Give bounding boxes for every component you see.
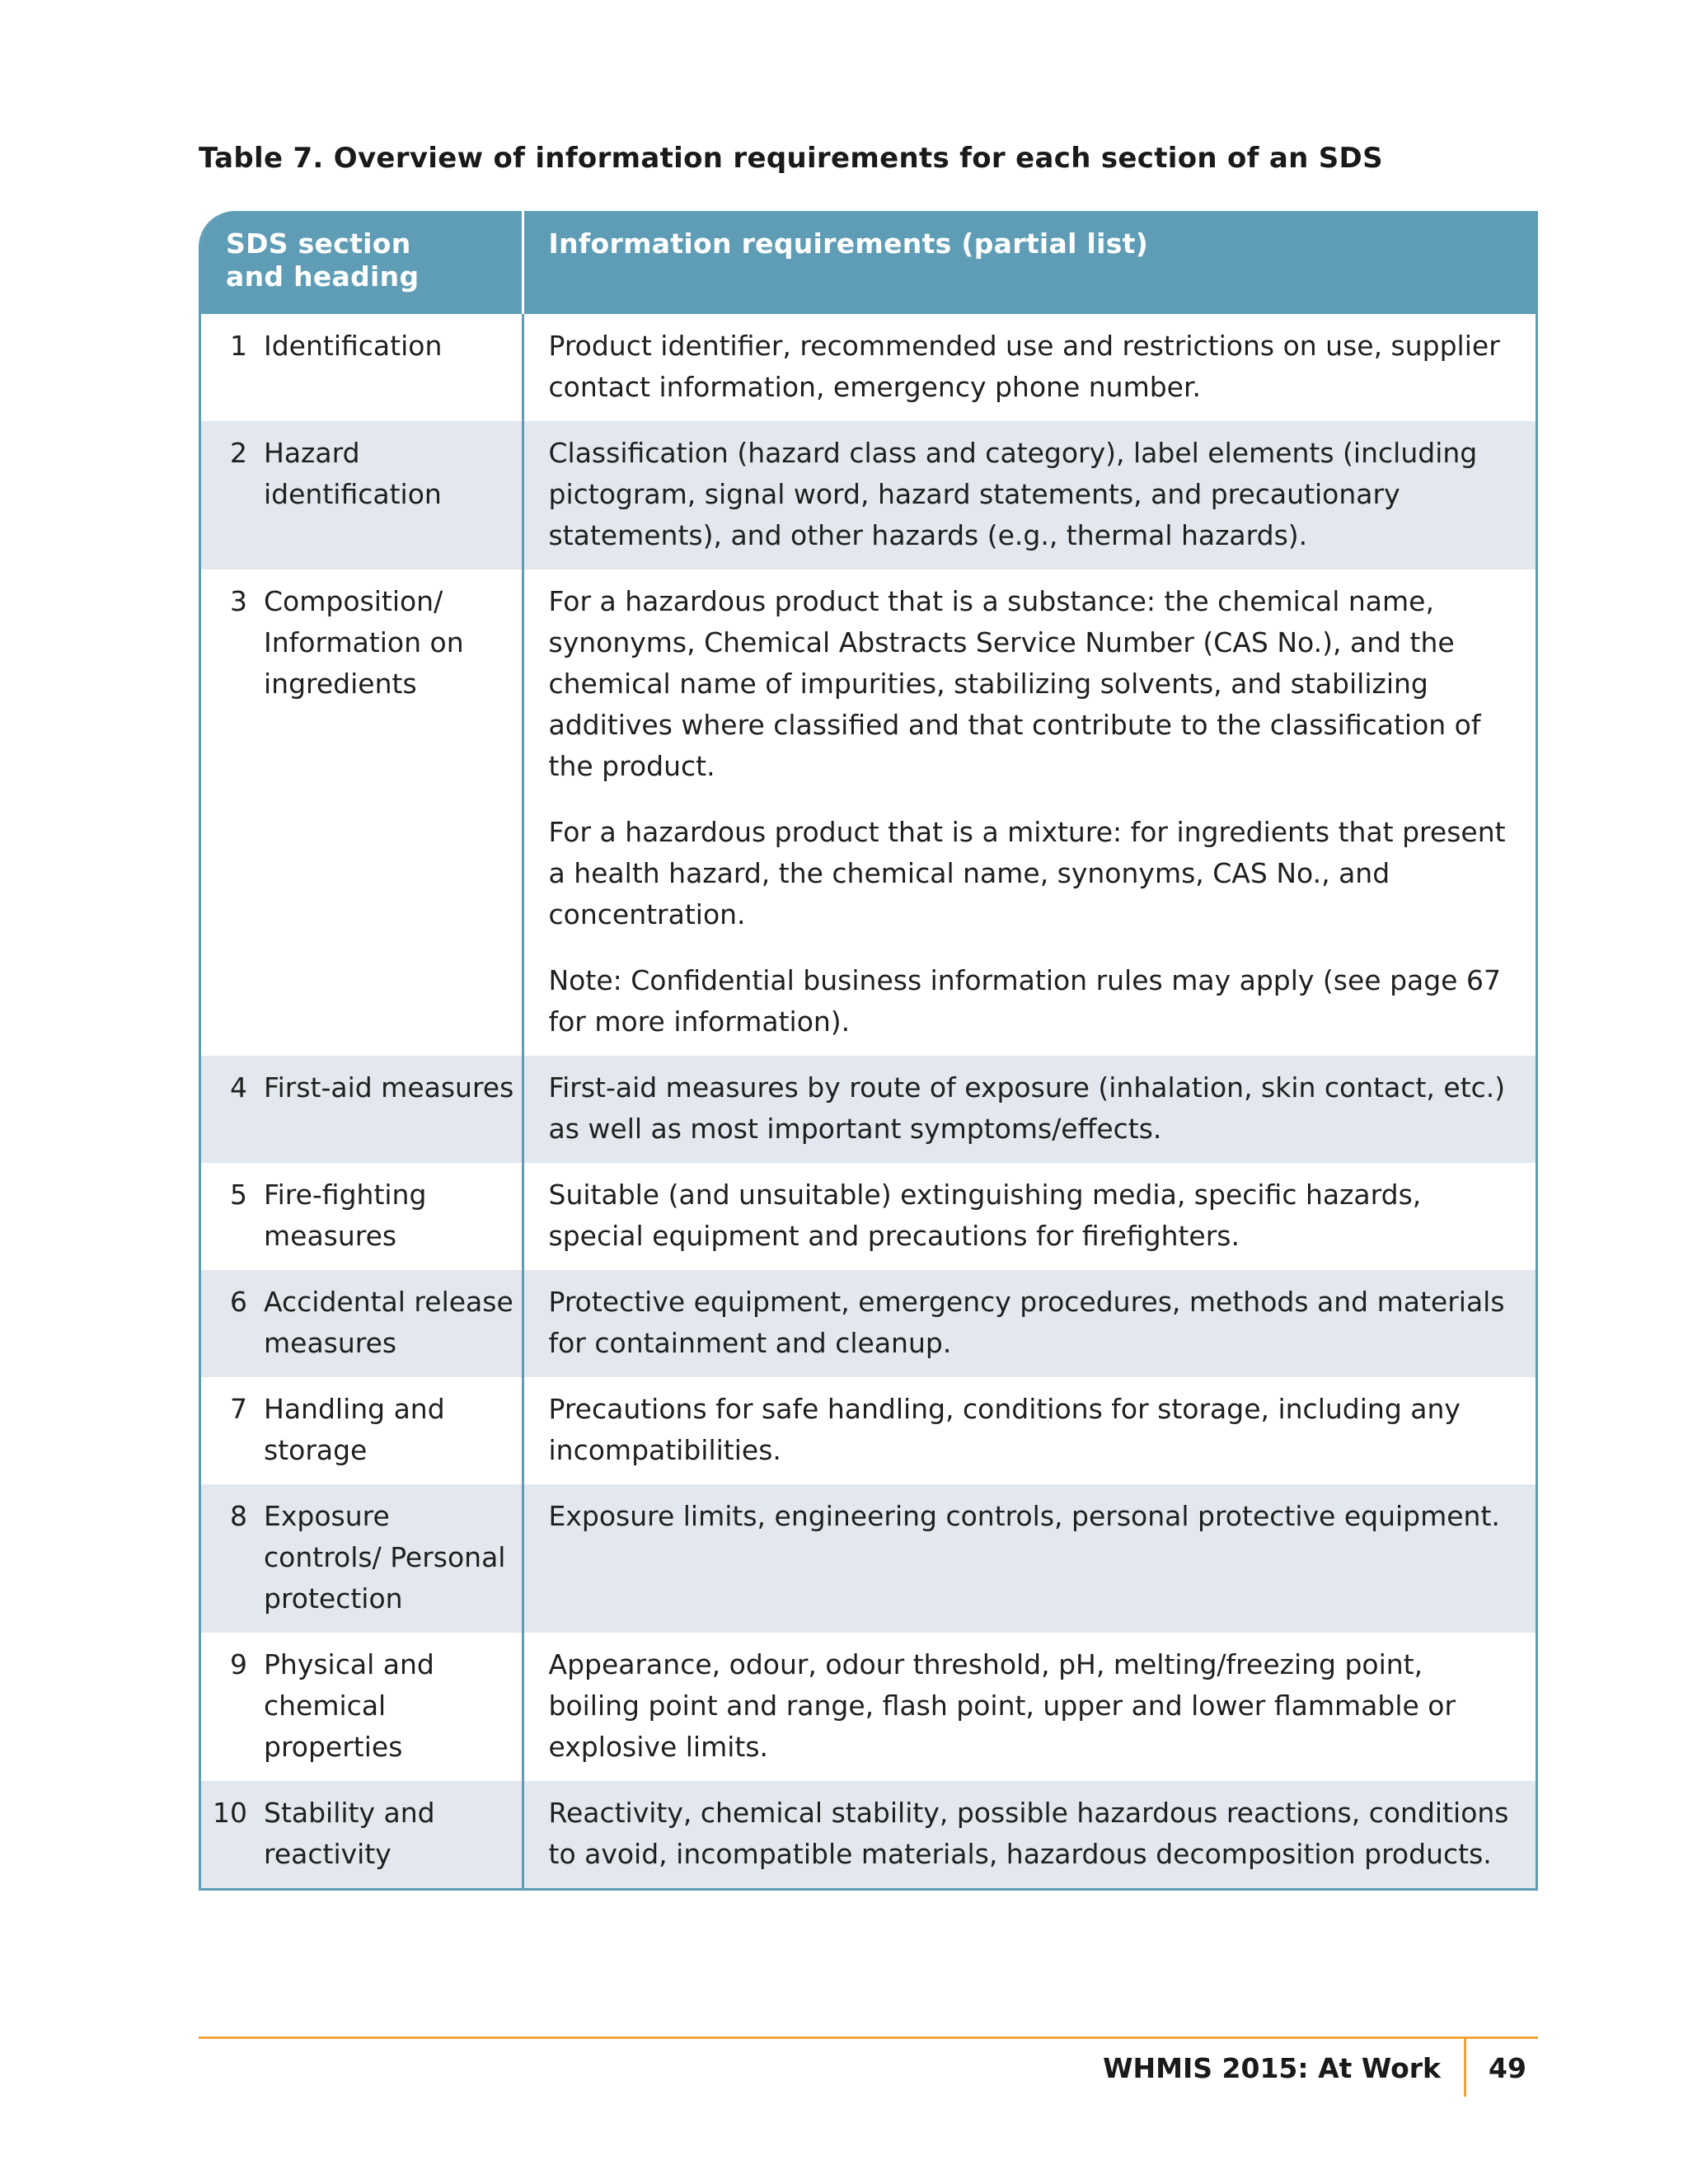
requirements-cell	[523, 1163, 1536, 1270]
section-number: 8	[230, 1500, 247, 1532]
page-title: Table 7. Overview of information requirements for each section of an SDS	[199, 142, 1383, 175]
requirements-paragraph: Protective equipment, emergency procedures, methods and materials for containment and cleanup.	[548, 1286, 1505, 1359]
section-cell	[201, 569, 523, 1056]
section-heading: Hazard identification	[264, 437, 442, 510]
header-sds-section	[201, 211, 523, 314]
requirements-paragraph: Exposure limits, engineering controls, personal protective equipment.	[548, 1500, 1500, 1532]
section-number: 5	[230, 1179, 247, 1211]
requirements-paragraph: Product identifier, recommended use and restrictions on use, supplier contact information, emergency phone number.	[548, 330, 1500, 403]
header-sds-section-line2: and heading	[226, 260, 420, 293]
requirements-paragraph: Classification (hazard class and category), label elements (including pictogram, signal word, hazard statements, and precautionary statements), and other hazards (e.g., thermal hazards).	[548, 437, 1478, 551]
requirements-paragraph: Appearance, odour, odour threshold, pH, melting/freezing point, boiling point and range, flash point, upper and lower flammable or explosive limits.	[548, 1648, 1456, 1763]
table-row	[201, 1056, 1536, 1163]
table-row	[201, 569, 1536, 1056]
footer-separator	[1464, 2039, 1466, 2097]
table-row	[201, 1163, 1536, 1270]
table-row	[201, 314, 1536, 421]
table-row	[201, 421, 1536, 569]
requirements-cell	[523, 1377, 1536, 1484]
requirements-cell	[523, 1270, 1536, 1377]
section-number: 9	[230, 1648, 247, 1680]
requirements-paragraph: Precautions for safe handling, conditions for storage, including any incompatibilities.	[548, 1393, 1461, 1466]
requirements-cell	[523, 1484, 1536, 1633]
header-information-requirements: Information requirements (partial list)	[523, 211, 1536, 314]
requirements-paragraph: Reactivity, chemical stability, possible hazardous reactions, conditions to avoid, incompatible materials, hazardous decomposition products.	[548, 1797, 1509, 1870]
section-cell	[201, 1781, 523, 1888]
requirements-paragraph: For a hazardous product that is a mixture: for ingredients that present a health hazard, the chemical name, synonyms, CAS No., and concentration.	[548, 816, 1506, 930]
section-cell	[201, 421, 523, 569]
section-heading: Composition/ Information on ingredients	[264, 585, 464, 700]
section-heading: Handling and storage	[264, 1393, 445, 1466]
section-number: 1	[230, 330, 247, 362]
requirements-cell	[523, 421, 1536, 569]
section-cell	[201, 1056, 523, 1163]
requirements-cell	[523, 1633, 1536, 1781]
sds-overview-table	[199, 211, 1538, 1891]
section-cell	[201, 1633, 523, 1781]
table-row	[201, 1633, 1536, 1781]
table-header-row	[201, 211, 1536, 314]
page-number: 49	[1489, 2052, 1526, 2084]
section-cell	[201, 1484, 523, 1633]
section-number: 10	[213, 1797, 247, 1829]
footer-title: WHMIS 2015: At Work	[1103, 2052, 1441, 2084]
requirements-cell	[523, 569, 1536, 1056]
section-number: 4	[230, 1071, 247, 1104]
section-heading: First-aid measures	[264, 1071, 514, 1104]
requirements-paragraph: Suitable (and unsuitable) extinguishing media, specific hazards, special equipment and precautions for firefighters.	[548, 1179, 1422, 1252]
section-heading: Fire-fighting measures	[264, 1179, 427, 1252]
section-heading: Accidental release measures	[264, 1286, 513, 1359]
section-heading: Identification	[264, 330, 443, 362]
requirements-paragraph: Note: Confidential business information rules may apply (see page 67 for more information).	[548, 964, 1501, 1038]
section-number: 3	[230, 585, 247, 617]
footer-rule	[199, 2036, 1538, 2039]
requirements-paragraph: First-aid measures by route of exposure (inhalation, skin contact, etc.) as well as most important symptoms/effects.	[548, 1071, 1506, 1145]
section-number: 2	[230, 437, 247, 469]
table-row	[201, 1377, 1536, 1484]
requirements-cell	[523, 1781, 1536, 1888]
header-sds-section-line1: SDS section	[226, 227, 411, 260]
section-cell	[201, 314, 523, 421]
requirements-cell	[523, 1056, 1536, 1163]
section-heading: Exposure controls/ Personal protection	[264, 1500, 506, 1615]
table-row	[201, 1484, 1536, 1633]
table-row	[201, 1270, 1536, 1377]
table-row	[201, 1781, 1536, 1888]
section-cell	[201, 1163, 523, 1270]
section-heading: Stability and reactivity	[264, 1797, 435, 1870]
section-number: 6	[230, 1286, 247, 1318]
section-cell	[201, 1270, 523, 1377]
section-number: 7	[230, 1393, 247, 1425]
requirements-cell	[523, 314, 1536, 421]
section-heading: Physical and chemical properties	[264, 1648, 434, 1763]
requirements-paragraph: For a hazardous product that is a substance: the chemical name, synonyms, Chemical Abstracts Service Number (CAS No.), and the chemical name of impurities, stabilizing solvents, and stabilizing additives where classified and that contribute to the classification of the product.	[548, 585, 1481, 782]
section-cell	[201, 1377, 523, 1484]
